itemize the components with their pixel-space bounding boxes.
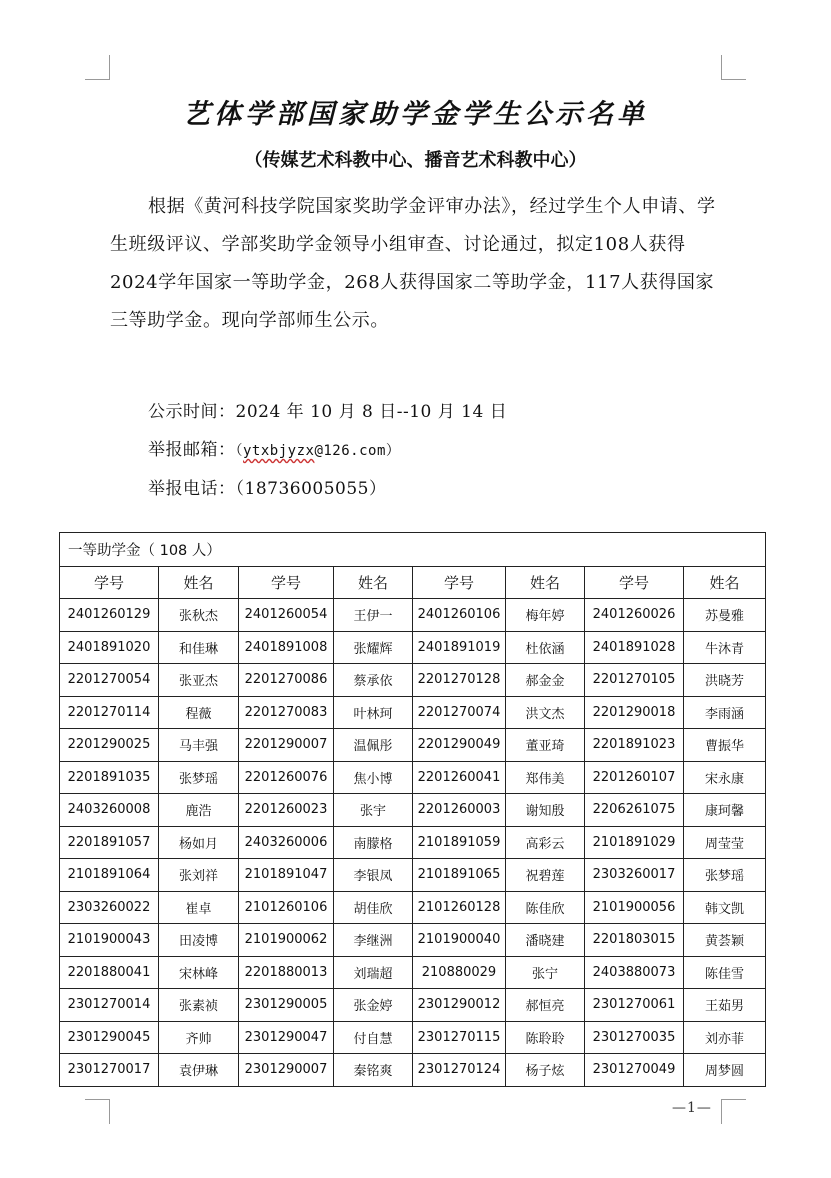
student-name-cell: 周莹莹 (684, 826, 766, 859)
publicity-time-label: 公示时间： (148, 402, 236, 422)
student-id-cell: 2401891028 (585, 631, 684, 664)
student-id-cell: 2201260041 (413, 761, 506, 794)
student-id-cell: 2201803015 (585, 924, 684, 957)
student-name-cell: 陈聆聆 (506, 1021, 585, 1054)
student-name-cell: 张梦瑶 (684, 859, 766, 892)
student-id-cell: 2301270014 (60, 989, 159, 1022)
student-name-cell: 田凌博 (159, 924, 239, 957)
student-name-cell: 谢知殷 (506, 794, 585, 827)
student-id-cell: 2301270061 (585, 989, 684, 1022)
table-row (60, 794, 766, 827)
column-header: 学号 (585, 567, 684, 599)
student-name-cell: 鹿浩 (159, 794, 239, 827)
column-header: 学号 (60, 567, 159, 599)
student-name-cell: 张亚杰 (159, 664, 239, 697)
student-name-cell: 程薇 (159, 696, 239, 729)
student-name-cell: 南朦格 (334, 826, 413, 859)
student-id-cell: 2201260076 (239, 761, 334, 794)
student-name-cell: 宋林峰 (159, 956, 239, 989)
student-name-cell: 张梦瑶 (159, 761, 239, 794)
student-name-cell: 苏曼雅 (684, 599, 766, 632)
column-header: 姓名 (506, 567, 585, 599)
student-name-cell: 黄荟颖 (684, 924, 766, 957)
student-id-cell: 2201290007 (239, 729, 334, 762)
table-row (60, 761, 766, 794)
student-id-cell: 2101260128 (413, 891, 506, 924)
report-email-label: 举报邮箱： (148, 440, 236, 460)
student-id-cell: 2201270086 (239, 664, 334, 697)
student-id-cell: 2201270074 (413, 696, 506, 729)
table-row (60, 1021, 766, 1054)
student-id-cell: 2201270054 (60, 664, 159, 697)
student-name-cell: 牛沐青 (684, 631, 766, 664)
student-id-cell: 2201270105 (585, 664, 684, 697)
student-id-cell: 2101900043 (60, 924, 159, 957)
student-id-cell: 2201270114 (60, 696, 159, 729)
student-id-cell: 2101891047 (239, 859, 334, 892)
table-row (60, 859, 766, 892)
report-phone-value: （18736005055） (235, 479, 387, 499)
column-header: 姓名 (159, 567, 239, 599)
student-id-cell: 2401891020 (60, 631, 159, 664)
student-id-cell: 2201290025 (60, 729, 159, 762)
table-row (60, 696, 766, 729)
table-row (60, 729, 766, 762)
student-name-cell: 张金婷 (334, 989, 413, 1022)
student-id-cell: 2301290047 (239, 1021, 334, 1054)
student-name-cell: 张素祯 (159, 989, 239, 1022)
student-id-cell: 2201290049 (413, 729, 506, 762)
student-id-cell: 2301290007 (239, 1054, 334, 1087)
student-name-cell: 李继洲 (334, 924, 413, 957)
student-id-cell: 2403260006 (239, 826, 334, 859)
student-id-cell: 2101260106 (239, 891, 334, 924)
table-row (60, 1054, 766, 1087)
student-name-cell: 张秋杰 (159, 599, 239, 632)
student-name-cell: 张耀辉 (334, 631, 413, 664)
student-id-cell: 2303260022 (60, 891, 159, 924)
student-id-cell: 2201260003 (413, 794, 506, 827)
student-name-cell: 洪晓芳 (684, 664, 766, 697)
student-id-cell: 2301270124 (413, 1054, 506, 1087)
student-name-cell: 郝金金 (506, 664, 585, 697)
document-title: 艺体学部国家助学金学生公示名单 (183, 99, 648, 130)
student-id-cell: 2101891029 (585, 826, 684, 859)
student-name-cell: 蔡承依 (334, 664, 413, 697)
student-name-cell: 刘亦菲 (684, 1021, 766, 1054)
student-id-cell: 2101900062 (239, 924, 334, 957)
student-id-cell: 2301270017 (60, 1054, 159, 1087)
student-id-cell: 2201270083 (239, 696, 334, 729)
crop-mark-bottom-left (85, 1099, 110, 1124)
student-name-cell: 齐帅 (159, 1021, 239, 1054)
student-name-cell: 焦小博 (334, 761, 413, 794)
crop-mark-top-right (721, 55, 746, 80)
page-number: —1— (672, 1100, 712, 1116)
student-name-cell: 崔卓 (159, 891, 239, 924)
student-name-cell: 刘瑞超 (334, 956, 413, 989)
student-name-cell: 洪文杰 (506, 696, 585, 729)
report-email-user: ytxbjyzx (243, 443, 315, 459)
table-row (60, 826, 766, 859)
student-id-cell: 210880029 (413, 956, 506, 989)
student-id-cell: 2401260106 (413, 599, 506, 632)
intro-paragraph: 根据《黄河科技学院国家奖助学金评审办法》，经过学生个人申请、学生班级评议、学部奖助学金领导小组审查、讨论通过，拟定108人获得2024学年国家一等助学金，268人获得国家二等助学金，117人获得国家三等助学金。现向学部师生公示。 (110, 196, 716, 331)
report-email-prefix: （ (235, 443, 243, 459)
student-name-cell: 李雨涵 (684, 696, 766, 729)
student-id-cell: 2101900040 (413, 924, 506, 957)
student-name-cell: 叶林珂 (334, 696, 413, 729)
student-name-cell: 杨子炫 (506, 1054, 585, 1087)
student-name-cell: 宋永康 (684, 761, 766, 794)
student-id-cell: 2101891065 (413, 859, 506, 892)
table-row (60, 956, 766, 989)
student-name-cell: 王伊一 (334, 599, 413, 632)
first-class-grant-table (59, 532, 766, 1087)
student-name-cell: 郝恒亮 (506, 989, 585, 1022)
student-id-cell: 2201880041 (60, 956, 159, 989)
table-row (60, 924, 766, 957)
student-id-cell: 2301290005 (239, 989, 334, 1022)
report-phone (148, 474, 386, 499)
student-name-cell: 陈佳雪 (684, 956, 766, 989)
student-id-cell: 2301270035 (585, 1021, 684, 1054)
student-name-cell: 梅年婷 (506, 599, 585, 632)
student-name-cell: 潘晓建 (506, 924, 585, 957)
student-id-cell: 2403880073 (585, 956, 684, 989)
student-id-cell: 2403260008 (60, 794, 159, 827)
report-phone-label: 举报电话： (148, 479, 236, 499)
column-header: 学号 (413, 567, 506, 599)
student-id-cell: 2401260129 (60, 599, 159, 632)
student-id-cell: 2201270128 (413, 664, 506, 697)
table-row (60, 989, 766, 1022)
table-header-row (60, 567, 766, 599)
student-id-cell: 2303260017 (585, 859, 684, 892)
crop-mark-bottom-right (721, 1099, 746, 1124)
student-name-cell: 袁伊琳 (159, 1054, 239, 1087)
student-id-cell: 2201260107 (585, 761, 684, 794)
student-id-cell: 2101891064 (60, 859, 159, 892)
student-name-cell: 陈佳欣 (506, 891, 585, 924)
student-id-cell: 2101900056 (585, 891, 684, 924)
student-name-cell: 杨如月 (159, 826, 239, 859)
student-id-cell: 2206261075 (585, 794, 684, 827)
table-row (60, 664, 766, 697)
column-header: 姓名 (684, 567, 766, 599)
student-name-cell: 韩文凯 (684, 891, 766, 924)
column-header: 学号 (239, 567, 334, 599)
student-name-cell: 曹振华 (684, 729, 766, 762)
student-name-cell: 康珂馨 (684, 794, 766, 827)
table-row (60, 631, 766, 664)
student-id-cell: 2201880013 (239, 956, 334, 989)
publicity-time-value: 2024 年 10 月 8 日--10 月 14 日 (235, 402, 508, 422)
student-name-cell: 董亚琦 (506, 729, 585, 762)
student-id-cell: 2301290012 (413, 989, 506, 1022)
report-email (148, 435, 400, 460)
student-id-cell: 2301270115 (413, 1021, 506, 1054)
student-name-cell: 张宇 (334, 794, 413, 827)
student-id-cell: 2201891057 (60, 826, 159, 859)
student-id-cell: 2401260054 (239, 599, 334, 632)
column-header: 姓名 (334, 567, 413, 599)
table-row (60, 599, 766, 632)
student-name-cell: 付自慧 (334, 1021, 413, 1054)
student-id-cell: 2301290045 (60, 1021, 159, 1054)
student-name-cell: 杜依涵 (506, 631, 585, 664)
student-id-cell: 2201891023 (585, 729, 684, 762)
student-id-cell: 2301270049 (585, 1054, 684, 1087)
table-caption: 一等助学金（ 108 人） (60, 533, 766, 567)
student-name-cell: 王茹男 (684, 989, 766, 1022)
crop-mark-top-left (85, 55, 110, 80)
report-email-domain: @126.com (314, 443, 386, 459)
table-body (60, 599, 766, 1087)
student-id-cell: 2201290018 (585, 696, 684, 729)
table-row (60, 891, 766, 924)
student-id-cell: 2201891035 (60, 761, 159, 794)
student-id-cell: 2401260026 (585, 599, 684, 632)
student-name-cell: 祝碧莲 (506, 859, 585, 892)
student-name-cell: 胡佳欣 (334, 891, 413, 924)
student-id-cell: 2401891019 (413, 631, 506, 664)
student-name-cell: 张宁 (506, 956, 585, 989)
student-name-cell: 和佳琳 (159, 631, 239, 664)
report-email-suffix: ） (385, 443, 401, 459)
student-id-cell: 2101891059 (413, 826, 506, 859)
student-name-cell: 马丰强 (159, 729, 239, 762)
student-id-cell: 2201260023 (239, 794, 334, 827)
student-name-cell: 温佩彤 (334, 729, 413, 762)
publicity-time (148, 397, 507, 422)
student-name-cell: 李银凤 (334, 859, 413, 892)
student-name-cell: 秦铭爽 (334, 1054, 413, 1087)
student-name-cell: 高彩云 (506, 826, 585, 859)
student-name-cell: 张刘祥 (159, 859, 239, 892)
student-name-cell: 周梦圆 (684, 1054, 766, 1087)
document-subtitle: （传媒艺术科教中心、播音艺术科教中心） (244, 150, 587, 171)
student-name-cell: 郑伟美 (506, 761, 585, 794)
student-id-cell: 2401891008 (239, 631, 334, 664)
